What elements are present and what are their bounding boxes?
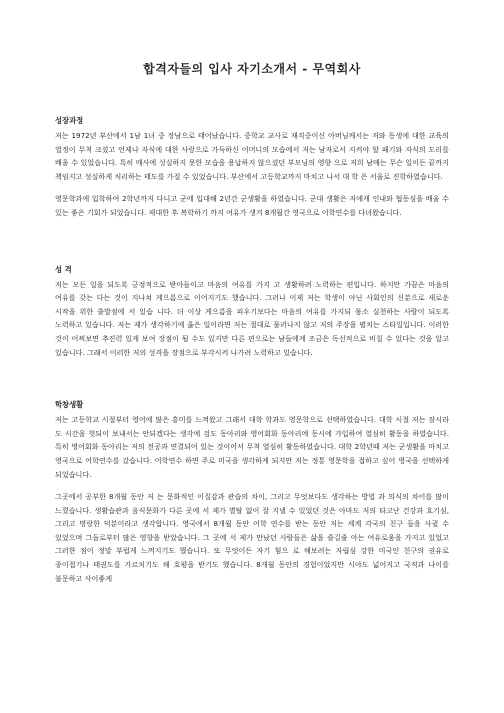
school-life-paragraph-1: 저는 고등학교 시절부터 영어에 많은 흥미를 느껴왔고 그래서 대학 학과도 영문학으로 선택하였습니다. 대학 시절 저는 잠시라 도 시간을 헛되이 보내서는 안되겠다는 생각에 검도 동아리와 영어회화 동아리에 동시에 가입하여 열심히 활동을 하였습니다. 특히 영어회화 동아리는 저의 전공과 연결되어 있는 것이어서 무척 열심히 활동하였습니다. 대학 2학년때 저는 군생활을 마치고 영국으로 어학연수를 갔습니다. 어학연수 하면 주로 미국을 생각하게 되지만 저는 정통 영문학을 접하고 싶어 영국을 선택하게 되었습니다. (55, 415, 449, 479)
school-life-paragraph-2: 그곳에서 공부한 8개월 동안 저 는 문화적인 이질감과 관습의 차이, 그리고 무엇보다도 생각하는 방법 과 의식의 차이를 많이 느꼈습니다. 생활습관과 음식문화가 다른 곳에 서 제가 별탈 없이 잘 지낼 수 있었던 것은 아마도 저의 타고난 건강과 호기심, 그리고 명랑한 덕분이라고 생각합니다. 영국에서 8개월 동안 어학 연수를 받는 동안 저는 세계 각국의 친구 들을 사귈 수 있었으며 그들로부터 많은 영향을 받았습니다. 그 곳에 서 제가 만났던 사람들은 삶을 즐길줄 아는 여유로움을 가지고 있었고 그러한 점이 정말 부럽게 느껴지기도 했습니다. 또 무엇이든 자기 힘으 로 해보려는 자립심 강한 미국인 친구의 권유로 종이접기나 태권도를 가르치기도 해 호평을 받기도 했습니다. 8개월 동안의 경험이었지만 시야도 넓어지고 국적과 나이를 불문하고 사이좋게 (55, 492, 449, 583)
section-heading-growth: 성장과정 (55, 116, 84, 125)
growth-paragraph-2: 영문학과에 입학하여 2학년까지 다니고 군에 입대해 2년간 군생활을 하였습니다. 군대 생활은 저에게 인내와 협동심을 배울 수 있는 좋은 기회가 되었습니다. 제대한 후 복학하기 까지 여유가 생겨 8개월간 영국으로 어학연수를 다녀왔습니다. (55, 194, 449, 217)
section-heading-personality: 성 격 (55, 264, 72, 274)
growth-paragraph-1: 저는 1972년 부산에서 1남 1녀 중 장남으로 태어났습니다. 중학교 교사로 재직중이신 아버님께서는 저와 동생에 대한 교육의 열정이 무척 크셨고 언제나 자식에 대한 사랑으로 가득하신 어머니의 모습에서 저는 남자로서 지켜야 할 패기와 자식의 도리를 배울 수 있었습니다. 특히 매사에 성실하지 못한 모습을 용납하지 않으셨던 부모님의 영향 으로 저희 남매는 무슨 일이든 끝까지 책임지고 성실하게 처리하는 태도를 가질 수 있었습니다. 부산에서 고등학교까지 마치고 나서 대 학 은 서울로 진학하였습니다. (55, 131, 449, 181)
section-heading-school-life: 학창생활 (55, 400, 84, 410)
section-growth (55, 115, 449, 220)
personality-paragraph-1: 저는 모든 일을 되도록 긍정적으로 받아들이고 마음의 여유를 가지 고 생활하려 노력하는 편입니다. 하지만 가끔은 마음의 여유를 갖는 다는 것이 지나쳐 게으름으로 이어지기도 했습니다. 그러나 이제 저는 학생이 아닌 사회인의 신분으로 새로운 시작을 위한 출발점에 서 있습 니다. 더 이상 게으름을 피우기보다는 마음의 여유를 가지되 몸소 실천하는 사람이 되도록 노력하고 있습니다. 저는 제가 생각하기에 옳은 일이라면 저는 절대로 물러나지 않고 저의 주장을 펼치는 스타일입니다. 이러한 것이 어찌보면 추진력 있게 보여 장점이 될 수도 있지만 다른 편으로는 남들에게 조금은 독선적으로 비칠 수 있다는 것을 알고 있습니다. 그래서 이러한 저의 성격을 장점으로 부각시켜 나가려 노력하고 있습니다. (55, 279, 449, 357)
section-personality (55, 264, 449, 360)
section-school-life (55, 399, 449, 585)
document-title: 합격자들의 입사 자기소개서 - 무역회사 (143, 62, 361, 76)
